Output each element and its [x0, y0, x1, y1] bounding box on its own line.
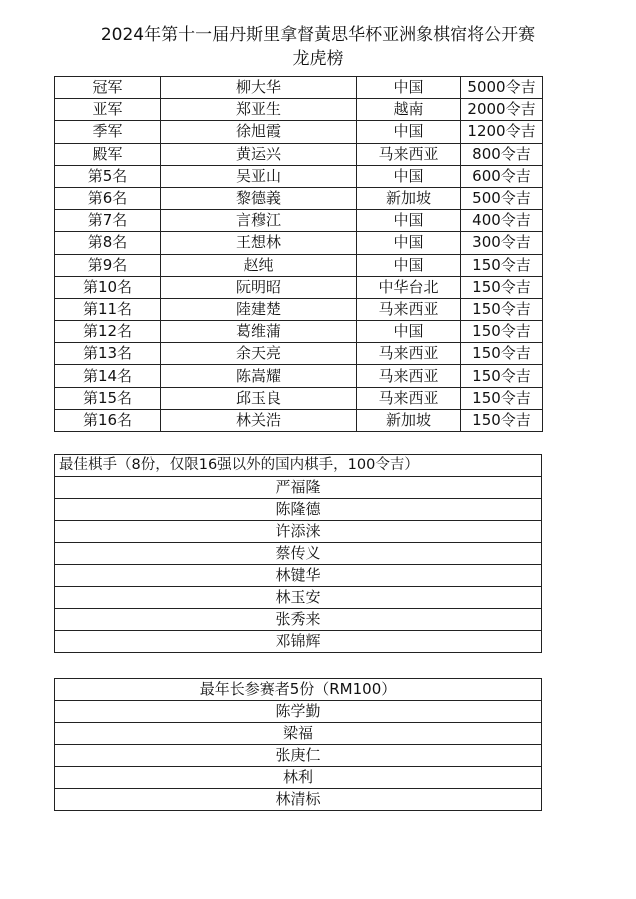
best-players-heading: 最佳棋手（8份，仅限16强以外的国内棋手，100令吉） — [55, 455, 542, 477]
ranking-prize: 150令吉 — [461, 298, 543, 320]
ranking-row — [55, 187, 543, 209]
best-player-name: 张秀来 — [55, 609, 542, 631]
ranking-place: 第8名 — [55, 232, 161, 254]
ranking-name: 郑亚生 — [161, 99, 357, 121]
oldest-players-table — [54, 678, 542, 811]
oldest-player-name: 林清标 — [55, 789, 542, 811]
ranking-country: 新加坡 — [357, 409, 461, 431]
ranking-place: 季军 — [55, 121, 161, 143]
ranking-row — [55, 232, 543, 254]
rankings-table — [54, 76, 543, 432]
ranking-country: 新加坡 — [357, 187, 461, 209]
ranking-country: 中国 — [357, 210, 461, 232]
ranking-prize: 150令吉 — [461, 254, 543, 276]
ranking-prize: 150令吉 — [461, 321, 543, 343]
best-player-row — [55, 477, 542, 499]
ranking-name: 赵纯 — [161, 254, 357, 276]
best-players-heading-row — [55, 455, 542, 477]
ranking-place: 第6名 — [55, 187, 161, 209]
ranking-row — [55, 254, 543, 276]
ranking-name: 言穆江 — [161, 210, 357, 232]
ranking-country: 马来西亚 — [357, 343, 461, 365]
oldest-player-row — [55, 767, 542, 789]
ranking-prize: 5000令吉 — [461, 77, 543, 99]
ranking-country: 马来西亚 — [357, 387, 461, 409]
ranking-prize: 2000令吉 — [461, 99, 543, 121]
ranking-row — [55, 321, 543, 343]
ranking-prize: 600令吉 — [461, 165, 543, 187]
best-player-name: 陈隆德 — [55, 499, 542, 521]
ranking-name: 黄运兴 — [161, 143, 357, 165]
ranking-place: 第11名 — [55, 298, 161, 320]
oldest-player-name: 张庚仁 — [55, 745, 542, 767]
ranking-place: 第9名 — [55, 254, 161, 276]
ranking-country: 中国 — [357, 77, 461, 99]
ranking-row — [55, 121, 543, 143]
ranking-row — [55, 210, 543, 232]
ranking-row — [55, 387, 543, 409]
best-players-table — [54, 454, 542, 653]
page-title: 2024年第十一届丹斯里拿督黃思华杯亚洲象棋宿将公开赛 — [100, 25, 536, 45]
best-player-row — [55, 521, 542, 543]
ranking-country: 中国 — [357, 165, 461, 187]
oldest-player-name: 林利 — [55, 767, 542, 789]
best-player-row — [55, 499, 542, 521]
page-subtitle: 龙虎榜 — [292, 49, 344, 69]
ranking-name: 阮明昭 — [161, 276, 357, 298]
best-player-row — [55, 631, 542, 653]
oldest-players-heading: 最年长参赛者5份（RM100） — [55, 679, 542, 701]
ranking-place: 第13名 — [55, 343, 161, 365]
ranking-name: 葛维蒲 — [161, 321, 357, 343]
best-player-name: 林键华 — [55, 565, 542, 587]
ranking-row — [55, 77, 543, 99]
ranking-place: 第7名 — [55, 210, 161, 232]
ranking-row — [55, 143, 543, 165]
best-player-name: 邓锦辉 — [55, 631, 542, 653]
ranking-row — [55, 298, 543, 320]
oldest-player-row — [55, 789, 542, 811]
ranking-place: 第10名 — [55, 276, 161, 298]
ranking-prize: 1200令吉 — [461, 121, 543, 143]
ranking-prize: 500令吉 — [461, 187, 543, 209]
ranking-place: 第12名 — [55, 321, 161, 343]
ranking-prize: 300令吉 — [461, 232, 543, 254]
ranking-prize: 800令吉 — [461, 143, 543, 165]
ranking-place: 第5名 — [55, 165, 161, 187]
oldest-player-name: 梁福 — [55, 723, 542, 745]
ranking-country: 中国 — [357, 121, 461, 143]
ranking-name: 邱玉良 — [161, 387, 357, 409]
ranking-prize: 150令吉 — [461, 409, 543, 431]
ranking-prize: 150令吉 — [461, 276, 543, 298]
best-player-name: 蔡传义 — [55, 543, 542, 565]
oldest-player-row — [55, 723, 542, 745]
ranking-country: 中华台北 — [357, 276, 461, 298]
best-player-name: 许添涞 — [55, 521, 542, 543]
ranking-row — [55, 165, 543, 187]
ranking-name: 黎德義 — [161, 187, 357, 209]
ranking-country: 中国 — [357, 321, 461, 343]
ranking-prize: 150令吉 — [461, 365, 543, 387]
ranking-row — [55, 276, 543, 298]
oldest-player-row — [55, 745, 542, 767]
ranking-place: 冠军 — [55, 77, 161, 99]
best-player-name: 严福隆 — [55, 477, 542, 499]
ranking-name: 林关浩 — [161, 409, 357, 431]
ranking-prize: 150令吉 — [461, 343, 543, 365]
best-player-row — [55, 543, 542, 565]
ranking-country: 中国 — [357, 232, 461, 254]
ranking-name: 徐旭霞 — [161, 121, 357, 143]
ranking-row — [55, 343, 543, 365]
ranking-place: 殿军 — [55, 143, 161, 165]
ranking-country: 中国 — [357, 254, 461, 276]
ranking-name: 余天亮 — [161, 343, 357, 365]
ranking-country: 马来西亚 — [357, 298, 461, 320]
oldest-player-name: 陈学勤 — [55, 701, 542, 723]
ranking-name: 陸建楚 — [161, 298, 357, 320]
ranking-prize: 150令吉 — [461, 387, 543, 409]
ranking-place: 第16名 — [55, 409, 161, 431]
ranking-place: 第15名 — [55, 387, 161, 409]
oldest-players-heading-row — [55, 679, 542, 701]
ranking-country: 马来西亚 — [357, 365, 461, 387]
ranking-prize: 400令吉 — [461, 210, 543, 232]
ranking-country: 马来西亚 — [357, 143, 461, 165]
best-player-row — [55, 587, 542, 609]
ranking-row — [55, 409, 543, 431]
ranking-place: 亚军 — [55, 99, 161, 121]
ranking-name: 王想林 — [161, 232, 357, 254]
best-player-row — [55, 565, 542, 587]
ranking-row — [55, 99, 543, 121]
ranking-place: 第14名 — [55, 365, 161, 387]
ranking-name: 吴亚山 — [161, 165, 357, 187]
oldest-player-row — [55, 701, 542, 723]
best-player-row — [55, 609, 542, 631]
ranking-row — [55, 365, 543, 387]
ranking-country: 越南 — [357, 99, 461, 121]
ranking-name: 陈嵩耀 — [161, 365, 357, 387]
ranking-name: 柳大华 — [161, 77, 357, 99]
best-player-name: 林玉安 — [55, 587, 542, 609]
